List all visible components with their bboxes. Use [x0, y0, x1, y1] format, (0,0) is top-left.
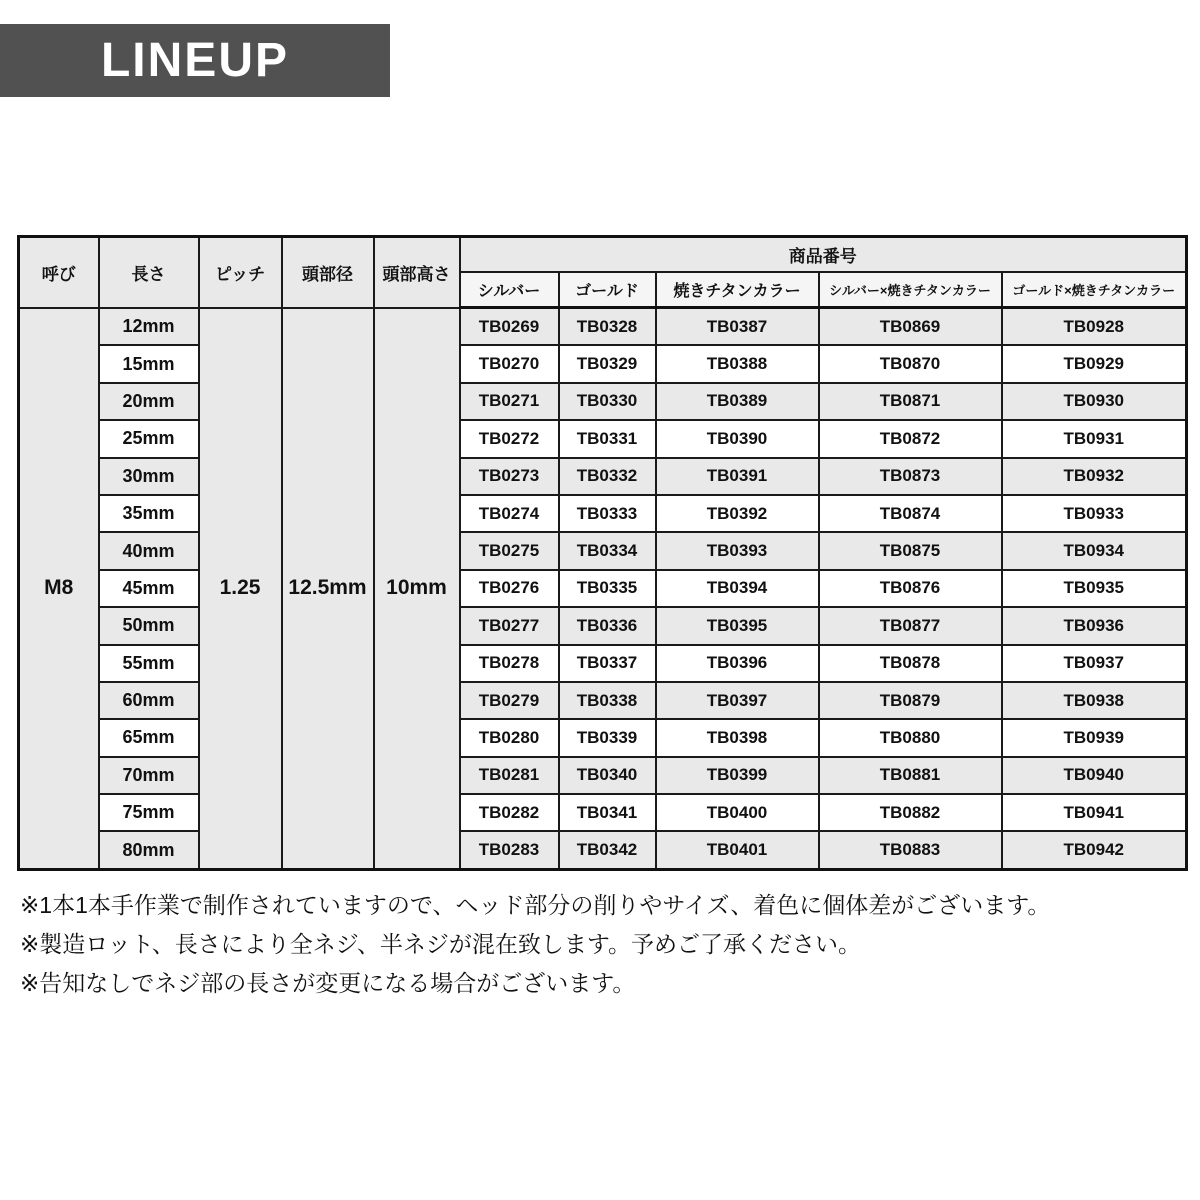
col-header-product-number: 商品番号	[460, 237, 1187, 273]
product-code-cell: TB0928	[1002, 308, 1187, 346]
col-header-pitch: ピッチ	[199, 237, 282, 308]
table-body	[19, 308, 1187, 870]
product-code-cell: TB0873	[819, 458, 1002, 495]
spec-size-cell: M8	[19, 308, 99, 870]
product-code-cell: TB0941	[1002, 794, 1187, 831]
product-code-cell: TB0330	[559, 383, 656, 420]
length-cell: 45mm	[99, 570, 199, 607]
product-code-cell: TB0942	[1002, 831, 1187, 869]
product-code-cell: TB0940	[1002, 757, 1187, 794]
product-code-cell: TB0340	[559, 757, 656, 794]
product-code-cell: TB0274	[460, 495, 559, 532]
table-row	[19, 532, 1187, 569]
table-row	[19, 495, 1187, 532]
note-line-1: ※1本1本手作業で制作されていますので、ヘッド部分の削りやサイズ、着色に個体差がございます。	[20, 892, 1051, 918]
product-code-cell: TB0930	[1002, 383, 1187, 420]
table-row	[19, 645, 1187, 682]
product-code-cell: TB0870	[819, 345, 1002, 382]
product-code-cell: TB0883	[819, 831, 1002, 869]
product-code-cell: TB0342	[559, 831, 656, 869]
product-code-cell: TB0875	[819, 532, 1002, 569]
table-row	[19, 570, 1187, 607]
col-header-burnt-titanium: 焼きチタンカラー	[656, 272, 819, 308]
lineup-banner-label: LINEUP	[100, 34, 289, 87]
product-code-cell: TB0879	[819, 682, 1002, 719]
product-code-cell: TB0397	[656, 682, 819, 719]
product-code-cell: TB0333	[559, 495, 656, 532]
product-code-cell: TB0339	[559, 719, 656, 756]
product-code-cell: TB0278	[460, 645, 559, 682]
table-row	[19, 345, 1187, 382]
col-header-length: 長さ	[99, 237, 199, 308]
product-code-cell: TB0392	[656, 495, 819, 532]
length-cell: 70mm	[99, 757, 199, 794]
product-code-cell: TB0387	[656, 308, 819, 346]
product-code-cell: TB0882	[819, 794, 1002, 831]
product-code-cell: TB0936	[1002, 607, 1187, 644]
col-header-size: 呼び	[19, 237, 99, 308]
product-code-cell: TB0390	[656, 420, 819, 457]
product-code-cell: TB0277	[460, 607, 559, 644]
product-code-cell: TB0336	[559, 607, 656, 644]
product-code-cell: TB0938	[1002, 682, 1187, 719]
product-code-cell: TB0878	[819, 645, 1002, 682]
length-cell: 25mm	[99, 420, 199, 457]
table-row	[19, 831, 1187, 869]
length-cell: 75mm	[99, 794, 199, 831]
note-line-3: ※告知なしでネジ部の長さが変更になる場合がございます。	[20, 970, 636, 996]
product-code-cell: TB0401	[656, 831, 819, 869]
length-cell: 12mm	[99, 308, 199, 346]
product-code-cell: TB0881	[819, 757, 1002, 794]
header-row	[19, 237, 1187, 273]
product-code-cell: TB0282	[460, 794, 559, 831]
col-header-gold: ゴールド	[559, 272, 656, 308]
table-row	[19, 794, 1187, 831]
product-code-cell: TB0276	[460, 570, 559, 607]
table-row	[19, 719, 1187, 756]
product-code-cell: TB0937	[1002, 645, 1187, 682]
length-cell: 60mm	[99, 682, 199, 719]
product-code-cell: TB0399	[656, 757, 819, 794]
length-cell: 35mm	[99, 495, 199, 532]
product-code-cell: TB0275	[460, 532, 559, 569]
product-code-cell: TB0877	[819, 607, 1002, 644]
length-cell: 15mm	[99, 345, 199, 382]
length-cell: 55mm	[99, 645, 199, 682]
product-code-cell: TB0393	[656, 532, 819, 569]
product-code-cell: TB0280	[460, 719, 559, 756]
product-code-cell: TB0395	[656, 607, 819, 644]
product-code-cell: TB0281	[460, 757, 559, 794]
product-code-cell: TB0880	[819, 719, 1002, 756]
product-code-cell: TB0332	[559, 458, 656, 495]
length-cell: 40mm	[99, 532, 199, 569]
product-code-cell: TB0388	[656, 345, 819, 382]
col-header-head-diameter: 頭部径	[282, 237, 374, 308]
length-cell: 20mm	[99, 383, 199, 420]
spec-pitch-cell: 1.25	[199, 308, 282, 870]
product-code-cell: TB0934	[1002, 532, 1187, 569]
product-code-cell: TB0338	[559, 682, 656, 719]
product-code-cell: TB0929	[1002, 345, 1187, 382]
product-code-cell: TB0931	[1002, 420, 1187, 457]
product-code-cell: TB0400	[656, 794, 819, 831]
length-cell: 30mm	[99, 458, 199, 495]
lineup-banner	[0, 24, 390, 97]
col-header-silver-burnt-titanium: シルバー×焼きチタンカラー	[819, 272, 1002, 308]
note-line-2: ※製造ロット、長さにより全ネジ、半ネジが混在致します。予めご了承ください。	[20, 931, 862, 957]
product-code-cell: TB0932	[1002, 458, 1187, 495]
product-code-cell: TB0273	[460, 458, 559, 495]
product-code-cell: TB0283	[460, 831, 559, 869]
table-row	[19, 383, 1187, 420]
product-code-cell: TB0337	[559, 645, 656, 682]
product-code-cell: TB0398	[656, 719, 819, 756]
product-code-cell: TB0328	[559, 308, 656, 346]
product-code-cell: TB0391	[656, 458, 819, 495]
product-lineup-table	[17, 235, 1188, 871]
table-row	[19, 308, 1187, 346]
product-code-cell: TB0876	[819, 570, 1002, 607]
product-code-cell: TB0271	[460, 383, 559, 420]
product-code-cell: TB0394	[656, 570, 819, 607]
length-cell: 50mm	[99, 607, 199, 644]
length-cell: 80mm	[99, 831, 199, 869]
col-header-silver: シルバー	[460, 272, 559, 308]
product-code-cell: TB0871	[819, 383, 1002, 420]
product-code-cell: TB0341	[559, 794, 656, 831]
product-code-cell: TB0872	[819, 420, 1002, 457]
product-code-cell: TB0269	[460, 308, 559, 346]
notes	[20, 886, 1050, 1003]
product-code-cell: TB0933	[1002, 495, 1187, 532]
table-row	[19, 682, 1187, 719]
col-header-gold-burnt-titanium: ゴールド×焼きチタンカラー	[1002, 272, 1187, 308]
product-code-cell: TB0279	[460, 682, 559, 719]
product-code-cell: TB0396	[656, 645, 819, 682]
product-code-cell: TB0935	[1002, 570, 1187, 607]
product-code-cell: TB0874	[819, 495, 1002, 532]
product-code-cell: TB0939	[1002, 719, 1187, 756]
table-row	[19, 458, 1187, 495]
col-header-head-height: 頭部高さ	[374, 237, 460, 308]
table-row	[19, 757, 1187, 794]
table-row	[19, 420, 1187, 457]
product-code-cell: TB0335	[559, 570, 656, 607]
product-code-cell: TB0270	[460, 345, 559, 382]
spec-head-height-cell: 10mm	[374, 308, 460, 870]
product-code-cell: TB0331	[559, 420, 656, 457]
length-cell: 65mm	[99, 719, 199, 756]
product-code-cell: TB0389	[656, 383, 819, 420]
table-row	[19, 607, 1187, 644]
product-code-cell: TB0869	[819, 308, 1002, 346]
spec-head-diameter-cell: 12.5mm	[282, 308, 374, 870]
product-code-cell: TB0329	[559, 345, 656, 382]
product-code-cell: TB0272	[460, 420, 559, 457]
product-code-cell: TB0334	[559, 532, 656, 569]
